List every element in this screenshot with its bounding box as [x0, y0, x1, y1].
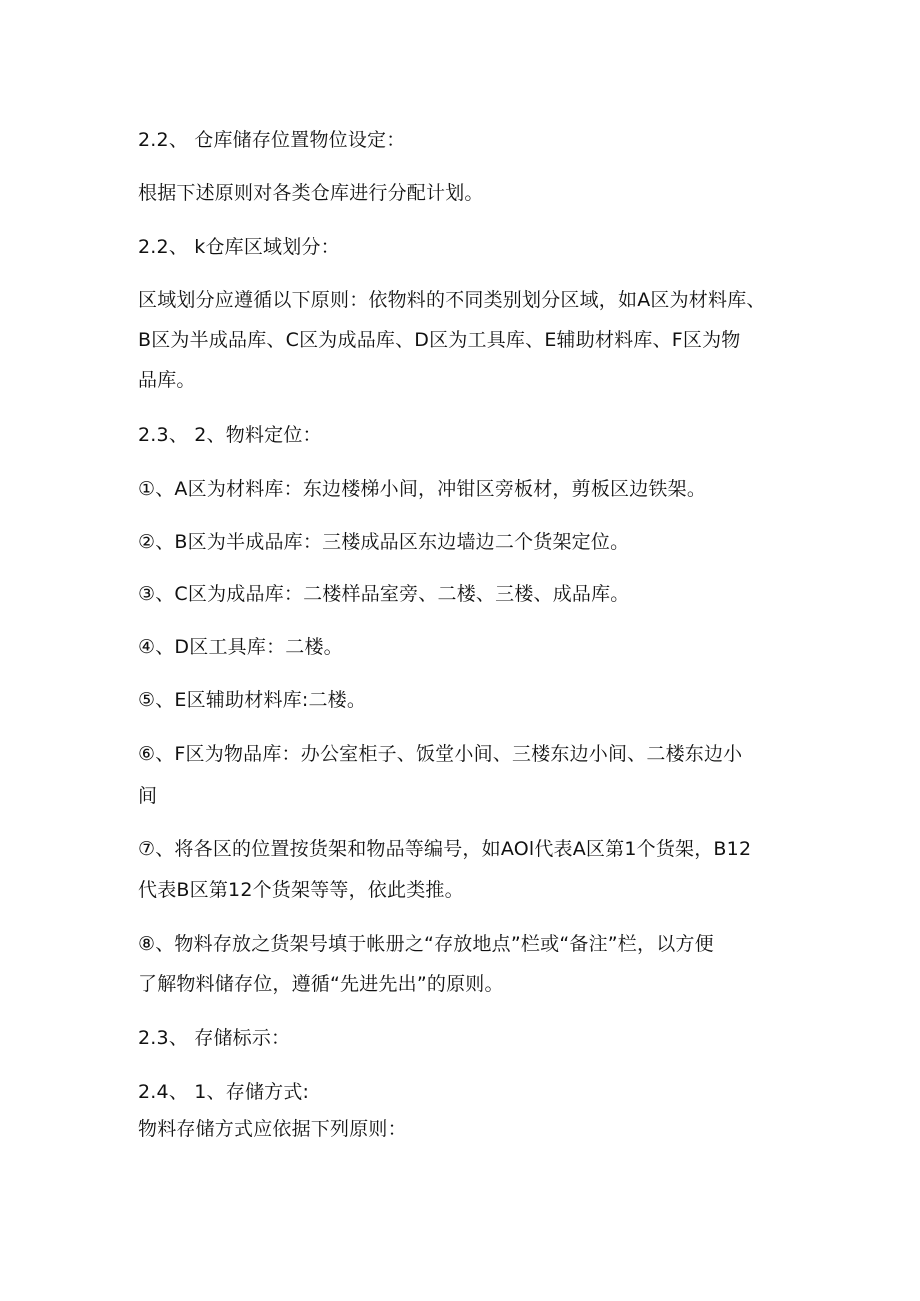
paragraph-area-division-line-2: B区为半成品库、C区为成品库、D区为工具库、E辅助材料库、F区为物	[138, 329, 741, 351]
list-item-shelf-record-line-2: 了解物料储存位，遵循“先进先出”的原则。	[138, 973, 504, 995]
heading-2-3-material-positioning: 2.3、 2、物料定位：	[138, 424, 322, 446]
list-item-area-f-line-1: ⑥、F区为物品库：办公室柜子、饭堂小间、三楼东边小间、二楼东边小	[138, 743, 743, 765]
heading-2-3-storage-marking: 2.3、 存储标示：	[138, 1027, 291, 1049]
paragraph-allocation-plan: 根据下述原则对各类仓库进行分配计划。	[138, 182, 484, 204]
heading-2-4-storage-method: 2.4、 1、存储方式:	[138, 1081, 310, 1103]
list-item-area-a: ①、A区为材料库：东边楼梯小间，冲钳区旁板材，剪板区边铁架。	[138, 478, 707, 500]
list-item-area-e: ⑤、E区辅助材料库:二楼。	[138, 689, 367, 711]
heading-2-2-area-division: 2.2、 k仓库区域划分：	[138, 236, 340, 258]
list-item-shelf-record-line-1: ⑧、物料存放之货架号填于帐册之“存放地点”栏或“备注”栏，以方便	[138, 933, 714, 955]
paragraph-area-division-line-1: 区域划分应遵循以下原则：依物料的不同类别划分区域，如A区为材料库、	[138, 289, 766, 311]
list-item-area-b: ②、B区为半成品库：三楼成品区东边墙边二个货架定位。	[138, 531, 630, 553]
list-item-numbering-line-2: 代表B区第12个货架等等，依此类推。	[138, 879, 464, 901]
list-item-numbering-line-1: ⑦、将各区的位置按货架和物品等编号，如AOl代表A区第1个货架，B12	[138, 838, 752, 860]
list-item-area-c: ③、C区为成品库：二楼样品室旁、二楼、三楼、成品库。	[138, 583, 630, 605]
list-item-area-d: ④、D区工具库：二楼。	[138, 636, 343, 658]
paragraph-area-division-line-3: 品库。	[138, 369, 196, 391]
list-item-area-f-line-2: 间	[138, 785, 158, 807]
paragraph-storage-principles: 物料存储方式应依据下列原则：	[138, 1118, 407, 1140]
heading-2-2-storage-location: 2.2、 仓库储存位置物位设定：	[138, 129, 406, 151]
